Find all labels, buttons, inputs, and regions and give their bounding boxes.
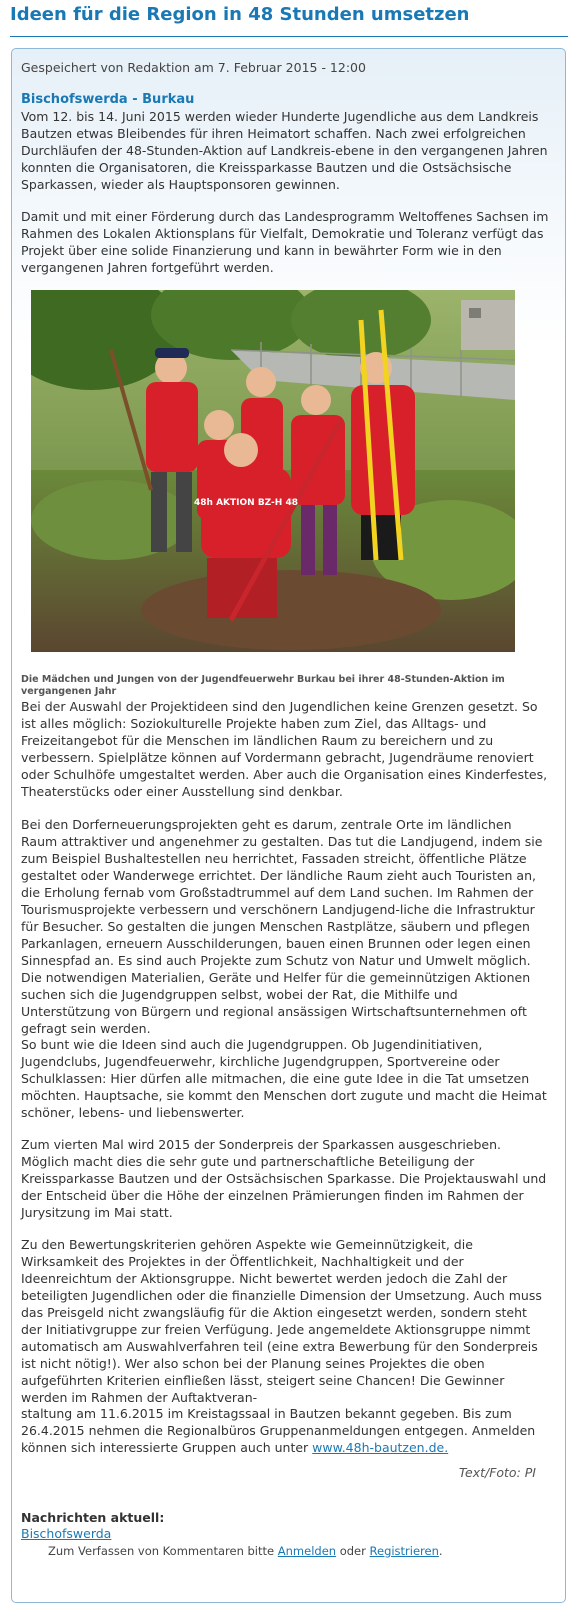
article-subheading: Bischofswerda - Burkau: [21, 92, 195, 107]
website-link[interactable]: www.48h-bautzen.de.: [312, 1440, 449, 1455]
paragraph-8-text: staltung am 11.6.2015 im Kreistagssaal in Bautzen bekannt gegeben. Bis zum 26.4.2015 nehmen die Regionalbüros Gruppenanmeldungen entgegen. Anmelden können sich interessierte Gruppen auch unter: [21, 1406, 536, 1455]
shirt-print: 48h AKTION BZ-H 48: [194, 498, 298, 508]
paragraph-3: Bei der Auswahl der Projektideen sind den Jugendlichen keine Grenzen gesetzt. So ist alles möglich: Soziokulturelle Projekte haben zum Ziel, das Alltags- und Freizeitangebot für die Menschen im ländlichen Raum zu bereichern und zu verbessern. Spielplätze können auf Vordermann gebracht, Jugendräume renoviert oder Schulhöfe umgestaltet werden. Aber auch die Organisation eines Kinderfestes, Theaterstücks oder einer Ausstellung sind denkbar.: [21, 699, 548, 799]
comment-prompt: [48, 1544, 443, 1558]
news-link-bischofswerda[interactable]: Bischofswerda: [21, 1526, 112, 1541]
paragraph-8: [21, 1405, 551, 1456]
login-link[interactable]: Anmelden: [277, 1544, 337, 1558]
comment-prefix: Zum Verfassen von Kommentaren bitte: [48, 1544, 278, 1558]
paragraph-7: Zu den Bewertungskriterien gehören Aspekte wie Gemeinnützigkeit, die Wirksamkeit des Projektes in der Öffentlichkeit, Nachhaltigkeit und der Ideenreichtum der Aktionsgruppe. Nicht bewertet werden jedoch die Zahl der beteiligten Jugendlichen oder die finanzielle Dimension der Umsetzung. Auch muss das Preisgeld nicht zwangsläufig für die Aktion eingesetzt werden, sondern steht der Initiativgruppe zur freien Verfügung. Jede angemeldete Aktionsgruppe nimmt automatisch am Auswahlverfahren teil (eine extra Bewerbung für den Sonderpreis ist nicht nötig!). Wer also schon bei der Planung seines Projektes die oben aufgeführten Kriterien einfließen lässt, steigert seine Chancen! Die Gewinner werden im Rahmen der Auftaktveran-: [21, 1237, 542, 1405]
paragraph-2: Damit und mit einer Förderung durch das Landesprogramm Weltoffenes Sachsen im Rahmen des Lokalen Aktionsplans für Vielfalt, Demokratie und Toleranz verfügt das Projekt über eine solide Finanzierung und kann in bewährter Form wie in den vergangenen Jahren fortgeführt werden.: [21, 209, 549, 275]
article-photo: [31, 290, 515, 652]
paragraph-4: Bei den Dorferneuerungsprojekten geht es darum, zentrale Orte im ländlichen Raum attraktiver und angenehmer zu gestalten. Das tut die Landjugend, indem sie zum Beispiel Bushaltestellen neu herrichtet, Fassaden streicht, öffentliche Plätze gestaltet oder Wanderwege errichtet. Der ländliche Raum zieht auch Touristen an, die Erholung fernab vom Großstadtrummel auf dem Land suchen. Im Rahmen der Tourismusprojekte verbessern und verschönern Landjugend-liche die Infrastruktur für Besucher. So gestalten die jungen Menschen Rastplätze, säubern und pflegen Parkanlagen, erneuern Ausschilderungen, bauen einen Brunnen oder legen einen Sinnespfad an. Es sind auch Projekte zum Schutz von Natur und Umwelt möglich. Die notwendigen Materialien, Geräte und Helfer für die gemeinnützigen Aktionen suchen sich die Jugendgruppen selbst, wobei der Rat, die Mithilfe und Unterstützung von Bürgern und regional ansässigen Wirtschaftsunternehmen oft gefragt sein werden.: [21, 817, 543, 1036]
paragraph-6: Zum vierten Mal wird 2015 der Sonderpreis der Sparkassen ausgeschrieben. Möglich macht dies die sehr gute und partnerschaftliche Beteiligung der Kreissparkasse Bautzen und der Ostsächsischen Sparkasse. Die Projektauswahl und der Entscheid über die Höhe der einzelnen Prämierungen finden im Rahmen der Jurysitzung im Mai statt.: [21, 1137, 547, 1220]
comment-suffix: .: [438, 1544, 443, 1558]
register-link[interactable]: Registrieren: [369, 1544, 439, 1558]
title-divider: [10, 36, 568, 37]
article-meta: Gespeichert von Redaktion am 7. Februar 2015 - 12:00: [21, 60, 366, 75]
photo-credit: Text/Foto: PI: [458, 1465, 536, 1480]
news-label: Nachrichten aktuell:: [21, 1510, 165, 1525]
paragraph-5: So bunt wie die Ideen sind auch die Jugendgruppen. Ob Jugendinitiativen, Jugendclubs, Jugendfeuerwehr, kirchliche Jugendgruppen, Sportvereine oder Schulklassen: Hier dürfen alle mitmachen, die eine gute Idee in die Tat umsetzen möchten. Hauptsache, sie kommt den Menschen dort zugute und macht die Heimat schöner, lebens- und liebenswerter.: [21, 1037, 547, 1120]
page-title: Ideen für die Region in 48 Stunden umsetzen: [10, 4, 470, 25]
comment-middle: oder: [336, 1544, 370, 1558]
photo-illustration: [31, 290, 515, 652]
paragraph-1: Vom 12. bis 14. Juni 2015 werden wieder Hunderte Jugendliche aus dem Landkreis Bautzen etwas Bleibendes für ihren Heimatort schaffen. Nach zwei erfolgreichen Durchläufen der 48-Stunden-Aktion auf Landkreis-ebene in den vergangenen Jahren konnten die Organisatoren, die Kreissparkasse Bautzen und die Ostsächsische Sparkassen, wieder als Hauptsponsoren gewinnen.: [21, 109, 548, 192]
photo-caption: Die Mädchen und Jungen von der Jugendfeuerwehr Burkau bei ihrer 48-Stunden-Aktion im vergangenen Jahr: [21, 674, 505, 697]
